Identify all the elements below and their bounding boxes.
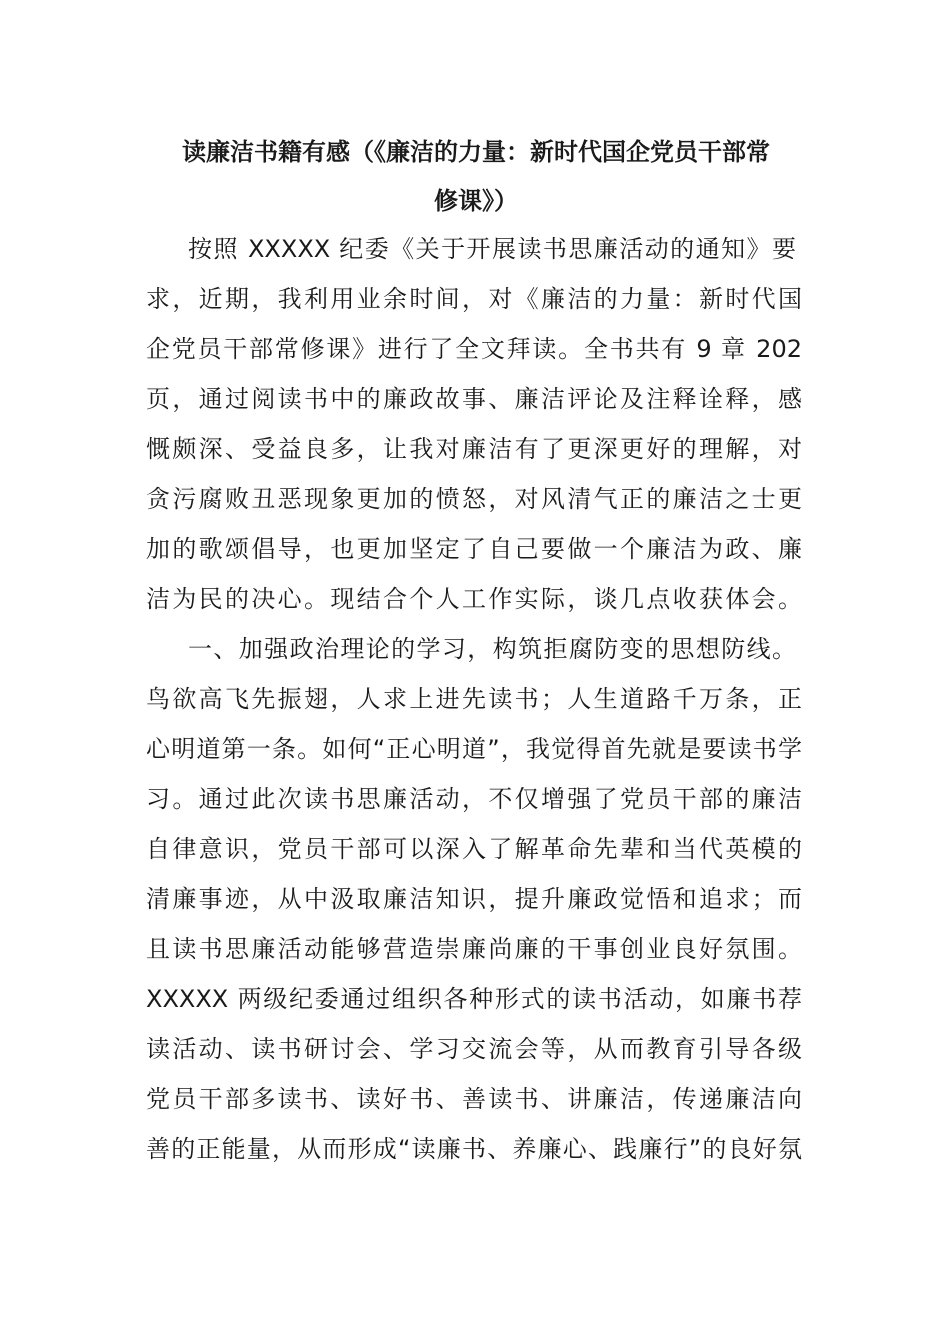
paragraph-line: 贪污腐败丑恶现象更加的愤怒，对风清气正的廉洁之士更 bbox=[146, 485, 802, 513]
paragraph-line: 洁为民的决心。现结合个人工作实际，谈几点收获体会。 bbox=[146, 585, 802, 613]
paragraph-line: 且读书思廉活动能够营造崇廉尚廉的干事创业良好氛围。 bbox=[146, 935, 802, 963]
section-heading-line: 一、加强政治理论的学习，构筑拒腐防变的思想防线。 bbox=[188, 635, 796, 663]
paragraph-line: 习。通过此次读书思廉活动，不仅增强了党员干部的廉洁 bbox=[146, 785, 802, 813]
paragraph-line: 加的歌颂倡导，也更加坚定了自己要做一个廉洁为政、廉 bbox=[146, 535, 802, 563]
paragraph-line: 鸟欲高飞先振翅，人求上进先读书；人生道路千万条，正 bbox=[146, 685, 802, 713]
paragraph-line: 企党员干部常修课》进行了全文拜读。全书共有 9 章 202 bbox=[146, 335, 802, 363]
title-line-1: 读廉洁书籍有感（《廉洁的力量：新时代国企党员干部常 bbox=[182, 138, 770, 166]
paragraph-line: 慨颇深、受益良多，让我对廉洁有了更深更好的理解，对 bbox=[146, 435, 802, 463]
document-title bbox=[146, 128, 806, 226]
paragraph-line: 按照 XXXXX 纪委《关于开展读书思廉活动的通知》要 bbox=[188, 235, 796, 263]
paragraph-line: 善的正能量，从而形成“读廉书、养廉心、践廉行”的良好氛 bbox=[146, 1135, 802, 1163]
paragraph-line: 求，近期，我利用业余时间，对《廉洁的力量：新时代国 bbox=[146, 285, 802, 313]
paragraph-line: 页，通过阅读书中的廉政故事、廉洁评论及注释诠释，感 bbox=[146, 385, 802, 413]
paragraph-line: 读活动、读书研讨会、学习交流会等，从而教育引导各级 bbox=[146, 1035, 802, 1063]
title-line-2: 修课》） bbox=[434, 187, 518, 215]
paragraph-line: XXXXX 两级纪委通过组织各种形式的读书活动，如廉书荐 bbox=[146, 985, 802, 1013]
paragraph-line: 党员干部多读书、读好书、善读书、讲廉洁，传递廉洁向 bbox=[146, 1085, 802, 1113]
paragraph-line: 心明道第一条。如何“正心明道”，我觉得首先就是要读书学 bbox=[146, 735, 802, 763]
paragraph-line: 清廉事迹，从中汲取廉洁知识，提升廉政觉悟和追求；而 bbox=[146, 885, 802, 913]
paragraph-line: 自律意识，党员干部可以深入了解革命先辈和当代英模的 bbox=[146, 835, 802, 863]
